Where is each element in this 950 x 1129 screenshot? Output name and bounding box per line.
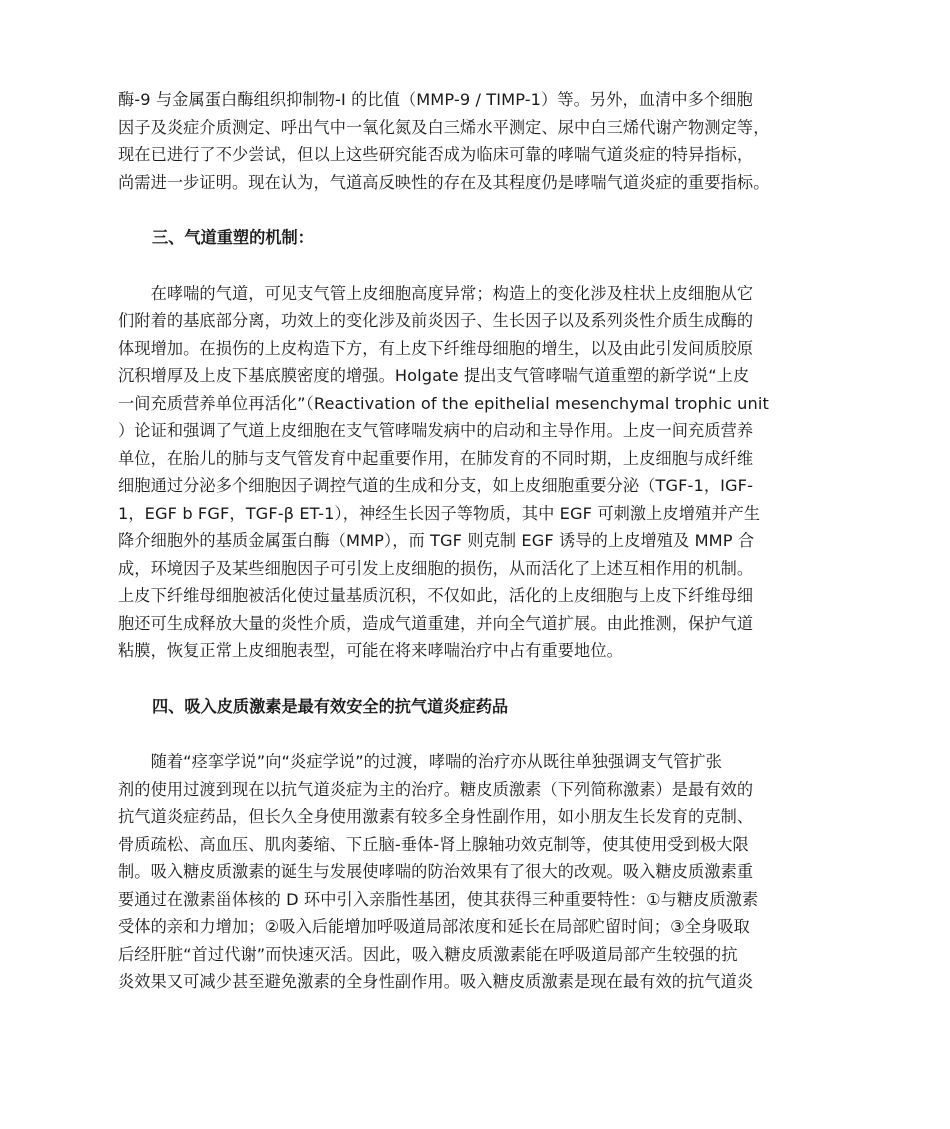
text-line: 受体的亲和力增加；②吸入后能增加呼吸道局部浓度和延长在局部贮留时间；③全身吸取 [118,917,750,936]
text-line: 一间充质营养单位再活化”（Reactivation of the epithelial mesenchymal trophic unit [118,393,769,413]
text-line: 因子及炎症介质测定、呼出气中一氧化氮及白三烯水平测定、尿中白三烯代谢产物测定等， [118,117,770,137]
text-line: 体现增加。在损伤的上皮构造下方，有上皮下纤维母细胞的增生，以及由此引发间质胶原 [118,338,754,358]
text-line: 要通过在激素甾体核的 D 环中引入亲脂性基团，使其获得三种重要特性：①与糖皮质激素 [118,889,759,909]
text-line: 成，环境因子及某些细胞因子可引发上皮细胞的损伤，从而活化了上述互相作用的机制。 [118,558,754,578]
text-line: 单位，在胎儿的肺与支气管发育中起重要作用，在肺发育的不同时期，上皮细胞与成纤维 [118,448,754,468]
section-heading-4: 四、吸入皮质激素是最有效安全的抗气道炎症药品 [152,696,509,716]
text-line: 沉积增厚及上皮下基底膜密度的增强。Holgate 提出支气管哮喘气道重塑的新学说“上皮 [118,366,750,385]
text-line: 随着“痉挛学说”向“炎症学说”的过渡，哮喘的治疗亦从既往单独强调支气管扩张 [118,752,723,771]
text-line: 剂的使用过渡到现在以抗气道炎症为主的治疗。糖皮质激素（下列简称激素）是最有效的 [118,779,754,799]
text-line: 降介细胞外的基质金属蛋白酶（MMP），而 TGF 则克制 EGF 诱导的上皮增殖及 MMP 合 [118,531,755,550]
text-line: 后经肝脏“首过代谢”而快速灭活。因此，吸入糖皮质激素能在呼吸道局部产生较强的抗 [118,944,738,964]
text-line: 骨质疏松、高血压、肌肉萎缩、下丘脑-垂体-肾上腺轴功效克制等，使其使用受到极大限 [118,834,749,854]
paragraph-1 [118,86,834,196]
text-line: 现在已进行了不少尝试，但以上这些研究能否成为临床可靠的哮喘气道炎症的特异指标， [118,145,754,164]
text-line: 在哮喘的气道，可见支气管上皮细胞高度异常；构造上的变化涉及柱状上皮细胞从它 [118,283,754,303]
text-line: 制。吸入糖皮质激素的诞生与发展使哮喘的防治效果有了很大的改观。吸入糖皮质激素重 [118,862,754,881]
text-line: 们附着的基底部分离，功效上的变化涉及前炎因子、生长因子以及系列炎性介质生成酶的 [118,311,754,330]
text-line: 尚需进一步证明。现在认为，气道高反映性的存在及其程度仍是哮喘气道炎症的重要指标。 [118,172,770,192]
section-heading-3: 三、气道重塑的机制： [152,228,314,247]
paragraph-2 [118,280,834,665]
text-line: ）论证和强调了气道上皮细胞在支气管哮喘发病中的启动和主导作用。上皮一间充质营养 [118,421,754,440]
text-line: 胞还可生成释放大量的炎性介质，造成气道重建，并向全气道扩展。由此推测，保护气道 [118,613,754,633]
text-line: 上皮下纤维母细胞被活化使过量基质沉积，不仅如此，活化的上皮细胞与上皮下纤维母细 [118,586,754,605]
paragraph-3 [118,748,834,996]
text-line: 酶-9 与金属蛋白酶组织抑制物-I 的比值（MMP-9 / TIMP-1）等。另外，血清中多个细胞 [118,90,753,109]
text-line: 抗气道炎症药品，但长久全身使用激素有较多全身性副作用，如小朋友生长发育的克制、 [118,807,754,826]
text-line: 炎效果又可减少甚至避免激素的全身性副作用。吸入糖皮质激素是现在最有效的抗气道炎 [118,972,754,991]
text-line: 1，EGF b FGF，TGF-β ET-1），神经生长因子等物质，其中 EGF 可刺激上皮增殖并产生 [118,503,761,523]
text-line: 粘膜，恢复正常上皮细胞表型，可能在将来哮喘治疗中占有重要地位。 [118,641,623,660]
document-page [118,86,834,996]
text-line: 细胞通过分泌多个细胞因子调控气道的生成和分支，如上皮细胞重要分泌（TGF-1，IGF- [118,476,754,495]
